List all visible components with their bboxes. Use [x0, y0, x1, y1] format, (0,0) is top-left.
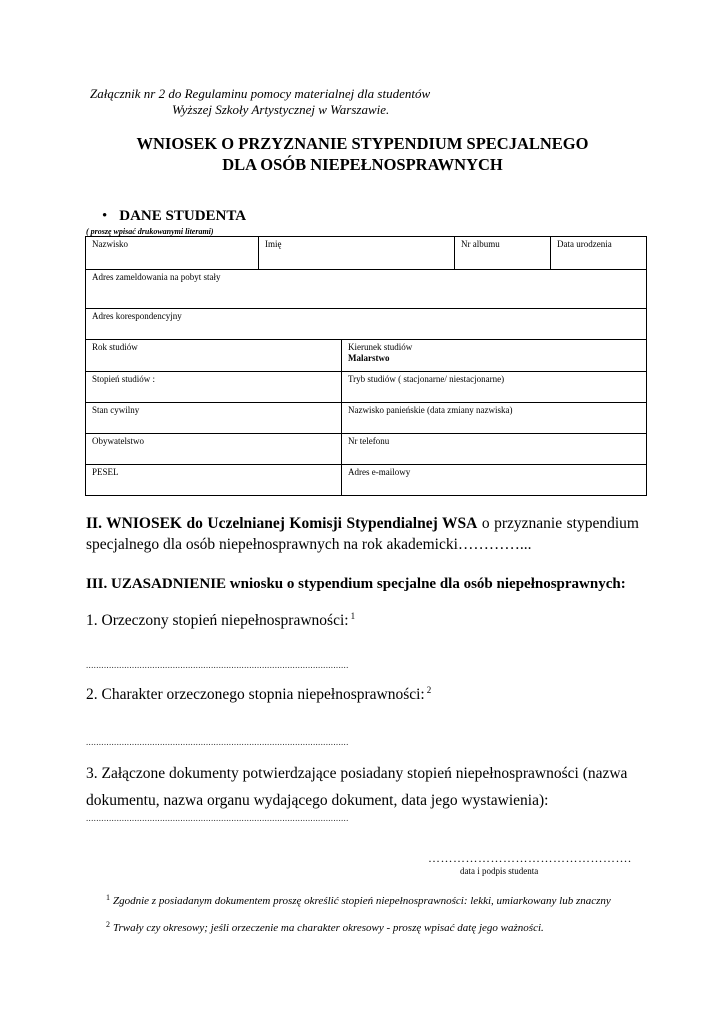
section-2-text: o przyznanie stypendium specjalnego dla osób niepełnosprawnych na rok akademicki…………...	[86, 515, 639, 553]
section-1-heading	[102, 208, 246, 225]
section-3-heading: III. UZASADNIENIE wniosku o stypendium specjalne dla osób niepełnosprawnych:	[86, 576, 626, 592]
bullet-icon: •	[102, 208, 108, 224]
signature-label: data i podpis studenta	[460, 866, 539, 876]
field-nr-albumu[interactable]: Nr albumu	[455, 237, 551, 270]
field-adres-korespondencyjny[interactable]: Adres korespondencyjny	[86, 309, 647, 340]
footnote-ref-2: 2	[426, 685, 432, 695]
footnote-1: $^1$ Zgodnie z posiadanym dokumentem proszę określić stopień niepełnosprawności: lekki, umiarkowany lub znaczny	[106, 893, 611, 907]
field-nazwisko[interactable]: Nazwisko	[86, 237, 259, 270]
field-tryb-studiow[interactable]: Tryb studiów ( stacjonarne/ niestacjonarne)	[342, 372, 647, 403]
section-1-title: DANE STUDENTA	[119, 208, 247, 224]
annex-line-2: Wyższej Szkoły Artystycznej w Warszawie.	[172, 102, 390, 117]
kierunek-value: Malarstwo	[348, 353, 390, 363]
title-line-2: DLA OSÓB NIEPEŁNOSPRAWNYCH	[222, 155, 503, 174]
field-nazwisko-panienskie[interactable]: Nazwisko panieńskie (data zmiany nazwiska)	[342, 403, 647, 434]
annex-note	[90, 86, 430, 118]
answer-line-3[interactable]: .......................................................................................................	[86, 813, 349, 823]
section-2-bold: II. WNIOSEK do Uczelnianej Komisji Stypendialnej WSA	[86, 515, 478, 532]
signature-line[interactable]: ………………………………………….	[428, 851, 632, 865]
question-2: 2. Charakter orzeczonego stopnia niepełnosprawności: $^2$	[86, 685, 432, 703]
answer-line-1[interactable]: .......................................................................................................	[86, 660, 349, 670]
field-pesel[interactable]: PESEL	[86, 465, 342, 496]
field-adres-email[interactable]: Adres e-mailowy	[342, 465, 647, 496]
field-imie[interactable]: Imię	[259, 237, 455, 270]
question-1: 1. Orzeczony stopień niepełnosprawności: $^1$	[86, 611, 356, 629]
section-2-paragraph	[86, 513, 639, 555]
uppercase-note: ( proszę wpisać drukowanymi literami)	[86, 227, 214, 236]
field-stan-cywilny[interactable]: Stan cywilny	[86, 403, 342, 434]
document-title	[0, 133, 725, 175]
field-data-urodzenia[interactable]: Data urodzenia	[551, 237, 647, 270]
question-3: 3. Załączone dokumenty potwierdzające posiadany stopień niepełnosprawności (nazwa dokumentu, nazwa organu wydającego dokument, data jego wystawienia):	[86, 765, 628, 809]
field-nr-telefonu[interactable]: Nr telefonu	[342, 434, 647, 465]
field-rok-studiow[interactable]: Rok studiów	[86, 340, 342, 372]
field-obywatelstwo[interactable]: Obywatelstwo	[86, 434, 342, 465]
field-kierunek-studiow[interactable]: Kierunek studiów Malarstwo	[342, 340, 647, 372]
field-stopien-studiow[interactable]: Stopień studiów :	[86, 372, 342, 403]
annex-line-1: Załącznik nr 2 do Regulaminu pomocy materialnej dla studentów	[90, 86, 431, 101]
student-data-table	[85, 236, 647, 496]
title-line-1: WNIOSEK O PRZYZNANIE STYPENDIUM SPECJALNEGO	[136, 134, 589, 153]
footnote-ref-1: 1	[350, 611, 356, 621]
answer-line-2[interactable]: .......................................................................................................	[86, 737, 349, 747]
footnote-2: $^2$ Trwały czy okresowy; jeśli orzeczenie ma charakter okresowy - proszę wpisać datę jego ważności.	[106, 920, 544, 934]
field-adres-zameldowania[interactable]: Adres zameldowania na pobyt stały	[86, 270, 647, 309]
